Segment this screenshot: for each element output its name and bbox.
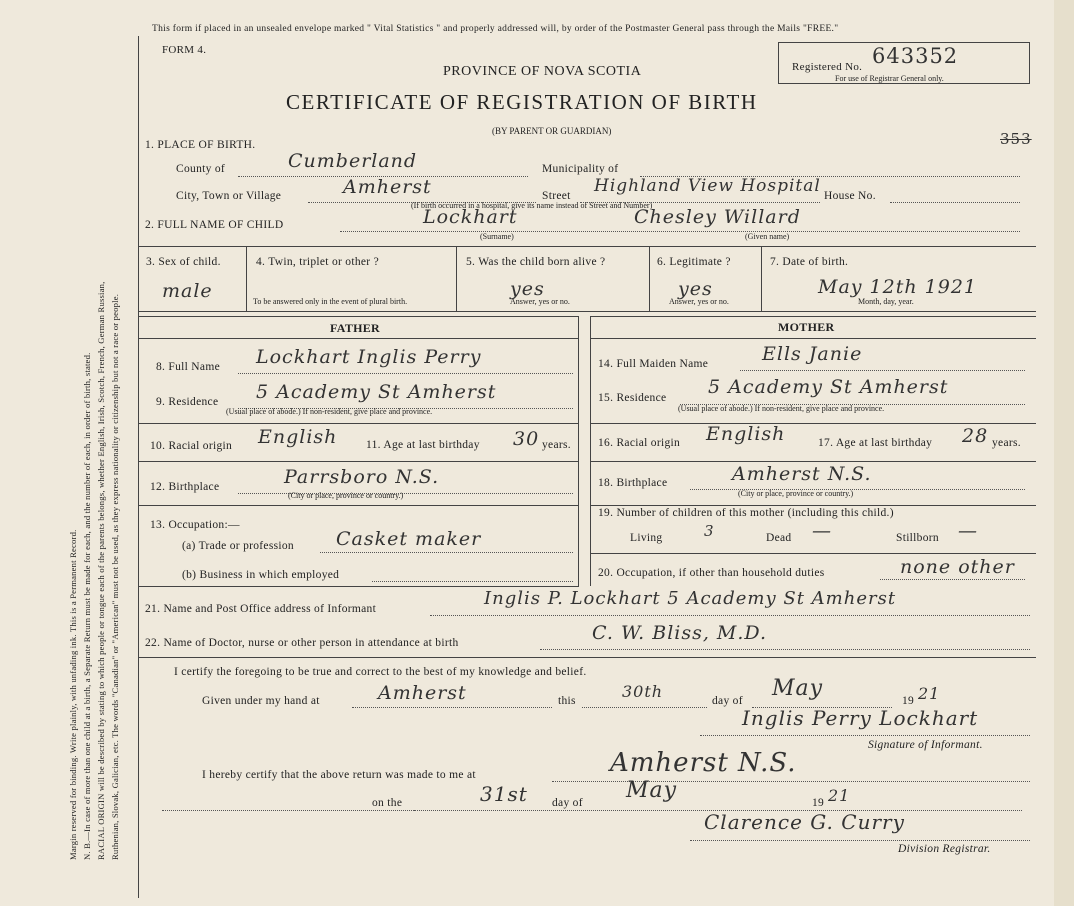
year-prefix: 19 xyxy=(902,695,915,707)
sex-value: male xyxy=(162,280,213,302)
certificate-subtitle: (BY PARENT OR GUARDIAN) xyxy=(492,126,612,136)
mother-age-value: 28 xyxy=(962,425,989,447)
alive-value: yes xyxy=(510,278,545,300)
reg-day-of-label: day of xyxy=(552,797,583,809)
dead-value: — xyxy=(812,520,832,542)
certify-statement: I certify the foregoing to be true and correct to the best of my knowledge and belief. xyxy=(174,666,587,678)
city-label: City, Town or Village xyxy=(176,190,282,202)
mother-age-label: 17. Age at last birthday xyxy=(818,437,933,449)
margin-note-1: Margin reserved for binding. Write plainly, with unfading ink. This is a Permanent Record. xyxy=(68,529,78,860)
children-count-label: 19. Number of children of this mother (including this child.) xyxy=(598,507,894,519)
business-label: (b) Business in which employed xyxy=(182,569,340,581)
county-value: Cumberland xyxy=(288,150,418,172)
registrar-place: Amherst N.S. xyxy=(610,748,797,778)
registrar-signature: Clarence G. Curry xyxy=(704,810,905,834)
stillborn-value: — xyxy=(958,520,978,542)
mother-occupation-value: none other xyxy=(900,556,1015,578)
legitimate-value: yes xyxy=(678,278,713,300)
twin-note: To be answered only in the event of plural birth. xyxy=(253,297,408,306)
birth-date-value: May 12th 1921 xyxy=(818,276,977,298)
city-value: Amherst xyxy=(343,176,432,198)
birth-date-label: 7. Date of birth. xyxy=(770,256,849,268)
county-label: County of xyxy=(176,163,226,175)
municipality-label: Municipality of xyxy=(542,163,619,175)
mail-notice: This form if placed in an unsealed envelope marked " Vital Statistics " and properly addressed will, by order of the Postmaster General pass through the Mails "FREE." xyxy=(152,24,839,34)
form-number: FORM 4. xyxy=(162,44,207,56)
mother-birthplace-value: Amherst N.S. xyxy=(732,463,872,485)
father-residence-label: 9. Residence xyxy=(156,396,219,408)
informant-label: 21. Name and Post Office address of Informant xyxy=(145,603,377,615)
registrar-note: For use of Registrar General only. xyxy=(835,74,944,83)
trade-value: Casket maker xyxy=(336,528,482,550)
province-title: PROVINCE OF NOVA SCOTIA xyxy=(443,64,642,79)
margin-border xyxy=(138,36,139,898)
certificate-title: CERTIFICATE OF REGISTRATION OF BIRTH xyxy=(286,90,758,114)
father-racial-value: English xyxy=(258,426,338,448)
father-years: years. xyxy=(542,439,571,451)
surname-caption: (Surname) xyxy=(480,232,514,241)
father-heading: FATHER xyxy=(330,321,381,335)
child-surname: Lockhart xyxy=(423,206,518,228)
child-given-name: Chesley Willard xyxy=(634,206,801,228)
signature-caption: Signature of Informant. xyxy=(868,739,983,751)
doctor-label: 22. Name of Doctor, nurse or other person in attendance at birth xyxy=(145,637,459,649)
living-label: Living xyxy=(630,532,663,544)
father-racial-label: 10. Racial origin xyxy=(150,440,233,452)
reg-year-prefix: 19 xyxy=(812,797,825,809)
father-age-value: 30 xyxy=(513,428,540,450)
registered-label: Registered No. xyxy=(792,61,863,73)
informant-signature: Inglis Perry Lockhart xyxy=(742,706,979,730)
mother-birthplace-label: 18. Birthplace xyxy=(598,477,668,489)
mother-name-label: 14. Full Maiden Name xyxy=(598,358,709,370)
registration-day: 31st xyxy=(480,782,528,806)
registrar-caption: Division Registrar. xyxy=(898,843,991,855)
father-name-label: 8. Full Name xyxy=(156,361,220,373)
alive-caption: Answer, yes or no. xyxy=(510,297,570,306)
street-label: Street xyxy=(542,190,571,202)
mother-years: years. xyxy=(992,437,1021,449)
registered-number: 643352 xyxy=(872,44,959,68)
birth-date-caption: Month, day, year. xyxy=(858,297,914,306)
binding-margin xyxy=(0,0,138,906)
mother-occupation-label: 20. Occupation, if other than household duties xyxy=(598,567,825,579)
corner-number: 353 xyxy=(1000,130,1032,148)
trade-label: (a) Trade or profession xyxy=(182,540,294,552)
alive-label: 5. Was the child born alive ? xyxy=(466,256,606,268)
margin-note-4: Ruthenian, Slovak, Galician, etc. The words "Canadian" or "American" must not be used, as they express nationality or citizenship but not a race or people. xyxy=(110,293,120,860)
stillborn-label: Stillborn xyxy=(896,532,939,544)
house-label: House No. xyxy=(824,190,876,202)
legitimate-label: 6. Legitimate ? xyxy=(657,256,731,268)
informant-value: Inglis P. Lockhart 5 Academy St Amherst xyxy=(484,588,897,609)
given-year: 21 xyxy=(918,684,941,703)
hospital-note: (If birth occurred in a hospital, give its name instead of Street and Number) xyxy=(411,201,653,210)
father-age-label: 11. Age at last birthday xyxy=(366,439,480,451)
registration-month: May xyxy=(626,778,678,803)
mother-racial-label: 16. Racial origin xyxy=(598,437,681,449)
mother-heading: MOTHER xyxy=(778,320,835,334)
registrar-statement: I hereby certify that the above return was made to me at xyxy=(202,769,476,781)
father-birthplace-label: 12. Birthplace xyxy=(150,481,220,493)
father-name-value: Lockhart Inglis Perry xyxy=(256,346,482,368)
father-birthplace-value: Parrsboro N.S. xyxy=(284,466,440,488)
father-birthplace-caption: (City or place, province or country.) xyxy=(288,491,404,500)
given-label: Given under my hand at xyxy=(202,695,320,707)
child-name-label: 2. FULL NAME OF CHILD xyxy=(145,219,284,231)
given-place: Amherst xyxy=(378,682,467,704)
paper-edge xyxy=(1054,0,1074,906)
given-month: May xyxy=(772,676,824,701)
father-residence-caption: (Usual place of abode.) If non-resident, give place and province. xyxy=(226,407,433,416)
sex-label: 3. Sex of child. xyxy=(146,256,221,268)
mother-residence-caption: (Usual place of abode.) If non-resident, give place and province. xyxy=(678,404,885,413)
occupation-label: 13. Occupation:— xyxy=(150,519,240,531)
mother-residence-value: 5 Academy St Amherst xyxy=(708,376,949,398)
this-label: this xyxy=(558,695,576,707)
given-caption: (Given name) xyxy=(745,232,790,241)
doctor-value: C. W. Bliss, M.D. xyxy=(592,622,768,644)
legitimate-caption: Answer, yes or no. xyxy=(669,297,729,306)
margin-note-2: N. B.—In case of more than one child at a birth, a Separate Return must be made for each, and the number of each, in order of birth, stated. xyxy=(82,352,92,860)
mother-birthplace-caption: (City or place, province or country.) xyxy=(738,489,854,498)
father-residence-value: 5 Academy St Amherst xyxy=(256,381,497,403)
living-value: 3 xyxy=(704,522,715,540)
mother-racial-value: English xyxy=(706,423,786,445)
margin-note-3: RACIAL ORIGIN will be described by stating to which people or tongue each of the parents belongs, whether English, Irish, Scotch, French, German Russian, xyxy=(96,281,106,860)
place-of-birth-label: 1. PLACE OF BIRTH. xyxy=(145,139,256,151)
given-day: 30th xyxy=(622,682,664,701)
registration-year: 21 xyxy=(828,786,851,805)
twin-label: 4. Twin, triplet or other ? xyxy=(256,256,380,268)
on-the-label: on the xyxy=(372,797,403,809)
day-of-label: day of xyxy=(712,695,743,707)
mother-residence-label: 15. Residence xyxy=(598,392,667,404)
street-value: Highland View Hospital xyxy=(594,176,821,196)
dead-label: Dead xyxy=(766,532,792,544)
mother-name-value: Ells Janie xyxy=(762,343,863,365)
